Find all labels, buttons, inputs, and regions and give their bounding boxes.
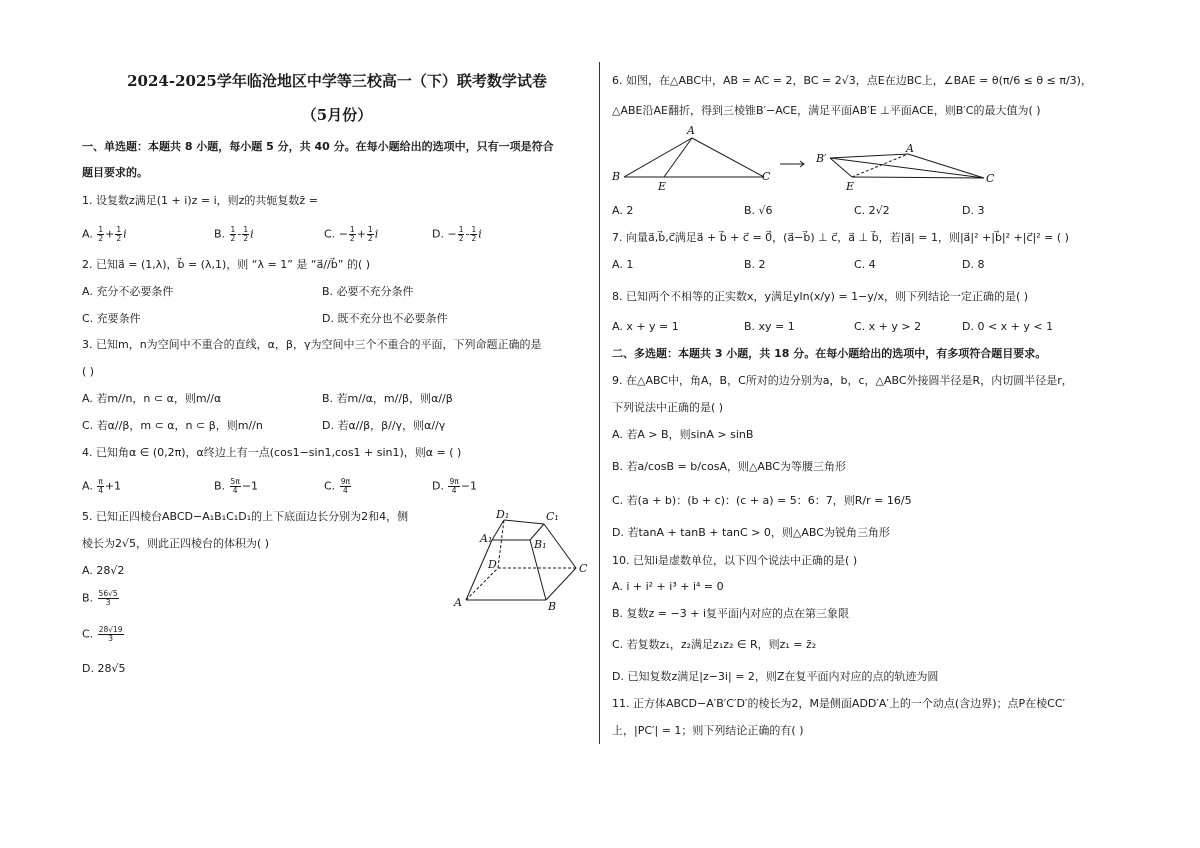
frustum-edge-c1d1	[504, 520, 544, 524]
q4-option-letter: B.	[214, 479, 226, 493]
q8-option-d: D. 0 < x + y < 1	[962, 320, 1054, 333]
q6-label-a2: A	[906, 142, 914, 155]
label-a1: A₁	[480, 532, 493, 545]
q6-label-c2: C	[986, 172, 995, 185]
q8-option-c: C. x + y > 2	[854, 320, 922, 333]
q6-left-ab	[624, 138, 692, 177]
q1-num-2: 1	[116, 225, 122, 234]
q5-option-d: D. 28√5	[82, 662, 126, 675]
q1-operator: -	[465, 227, 470, 241]
q1-option-letter: B.	[214, 227, 226, 241]
q1-option-b	[214, 226, 254, 243]
q4-option-letter: A.	[82, 479, 93, 493]
q10-option-c: C. 若复数z₁，z₂满足z₁z₂ ∈ R，则z₁ = z̄₂	[612, 638, 817, 651]
q4-den: 4	[232, 486, 238, 495]
q11-stem: 11. 正方体ABCD−A′B′C′D′的棱长为2，M是侧面ADD′A′上的一个动点(含边界)；点P在棱CC′	[612, 697, 1065, 710]
q5-c-num: 28√19	[98, 625, 123, 634]
q1-fraction-1	[97, 226, 104, 243]
q10-option-d: D. 已知复数z满足|z−3i| = 2，则Z在复平面内对应的点的轨迹为圆	[612, 670, 939, 683]
q6-label-a: A	[687, 124, 695, 137]
q6-label-c: C	[762, 170, 771, 183]
q4-tail: −1	[241, 479, 259, 493]
q4-den: 4	[451, 486, 457, 495]
q1-fraction-2	[115, 226, 122, 243]
q1-den-1: 2	[98, 234, 104, 243]
frustum-hidden-dd1	[498, 520, 504, 568]
q4-den: 4	[98, 486, 103, 495]
q1-fraction-2	[242, 226, 249, 243]
q5-stem: 5. 已知正四棱台ABCD−A₁B₁C₁D₁的上下底面边长分别为2和4，侧	[82, 510, 409, 523]
q6-label-e: E	[658, 180, 667, 193]
q2-option-a: A. 充分不必要条件	[82, 285, 174, 298]
frustum-edge-cc1	[544, 524, 576, 568]
q1-num-2: 1	[367, 225, 373, 234]
q4-option-d	[432, 478, 477, 495]
q4-num: 9π	[340, 477, 350, 486]
q1-fraction-1	[458, 226, 465, 243]
q1-num-1: 1	[458, 225, 464, 234]
q4-den: 4	[342, 486, 348, 495]
q10-option-b: B. 复数z = −3 + i复平面内对应的点在第三象限	[612, 607, 850, 620]
q8-stem: 8. 已知两个不相等的正实数x，y满足yln(x/y) = 1−y/x，则下列结论一定正确的是( )	[612, 290, 1029, 303]
q1-num-1: 1	[98, 225, 104, 234]
q6-left-ae	[664, 138, 692, 177]
q5-stem-cont: 棱长为2√5，则此正四棱台的体积为( )	[82, 537, 270, 550]
exam-title: 2024-2025学年临沧地区中学等三校高一（下）联考数学试卷	[127, 72, 547, 90]
q6-stem-cont: △ABE沿AE翻折，得到三棱锥B′−ACE，满足平面AB′E ⊥平面ACE，则B′C的最大值为( )	[612, 104, 1041, 117]
q1-option-a	[82, 226, 127, 243]
q1-fraction-1	[230, 226, 237, 243]
q5-b-den: 3	[105, 598, 111, 607]
q4-option-b	[214, 478, 258, 495]
q2-option-c: C. 充要条件	[82, 312, 141, 325]
q4-option-letter: D.	[432, 479, 444, 493]
q9-option-d: D. 若tanA + tanB + tanC > 0，则△ABC为锐角三角形	[612, 526, 890, 539]
q1-den-2: 2	[243, 234, 249, 243]
q1-option-c	[324, 226, 378, 243]
q7-option-b: B. 2	[744, 258, 766, 271]
q6-label-e2: E	[846, 180, 855, 193]
q3-option-a: A. 若m//n，n ⊂ α，则m//α	[82, 392, 222, 405]
q4-option-c	[324, 478, 352, 495]
q5-option-b	[82, 590, 120, 607]
q6-right-ec	[852, 177, 984, 178]
q1-option-letter: C.	[324, 227, 336, 241]
q1-den-1: 2	[230, 234, 236, 243]
q3-option-c: C. 若α//β，m ⊂ α，n ⊂ β，则m//n	[82, 419, 263, 432]
q4-fraction	[448, 478, 459, 495]
q8-option-a: A. x + y = 1	[612, 320, 679, 333]
q1-fraction-1	[349, 226, 356, 243]
q9-stem-cont: 下列说法中正确的是( )	[612, 401, 724, 414]
label-a: A	[454, 596, 462, 609]
frustum-hidden-ad	[466, 568, 498, 600]
q1-operator: -	[237, 227, 242, 241]
q1-option-letter: D.	[432, 227, 444, 241]
q3-stem: 3. 已知m，n为空间中不重合的直线，α，β，γ为空间中三个不重合的平面，下列命题正确的是	[82, 338, 542, 351]
column-divider	[599, 62, 600, 744]
q1-imag-unit: i	[478, 227, 482, 241]
q5-b-num: 56√5	[98, 589, 118, 598]
q2-stem: 2. 已知a⃗ = (1,λ)，b⃗ = (λ,1)，则 “λ = 1” 是 “a⃗//b⃗” 的( )	[82, 258, 371, 271]
q1-den-1: 2	[458, 234, 464, 243]
q6-option-b: B. √6	[744, 204, 773, 217]
q3-option-b: B. 若m//α，m//β，则α//β	[322, 392, 453, 405]
q6-label-bp: B′	[816, 152, 827, 165]
q4-num: π	[98, 477, 103, 486]
q4-num: 9π	[449, 477, 459, 486]
q1-imag-unit: i	[250, 227, 254, 241]
q4-fraction	[230, 478, 241, 495]
label-b: B	[548, 600, 557, 613]
q6-label-b: B	[612, 170, 621, 183]
q5-option-a: A. 28√2	[82, 564, 125, 577]
q7-stem: 7. 向量a⃗,b⃗,c⃗满足a⃗ + b⃗ + c⃗ = 0⃗，(a⃗−b⃗) ⊥ c⃗，a⃗ ⊥ b⃗，若|a⃗| = 1，则|a⃗|² +|b⃗|² +|c⃗|² = ( )	[612, 231, 1069, 244]
q6-right-ac	[908, 154, 984, 178]
q1-num-1: 1	[349, 225, 355, 234]
label-b1: B₁	[534, 538, 547, 551]
section2-heading: 二、多选题：本题共 3 小题，共 18 分。在每小题给出的选项中，有多项符合题目要求。	[612, 347, 1047, 360]
q1-den-1: 2	[349, 234, 355, 243]
exam-subtitle: （5月份）	[301, 106, 373, 124]
q1-den-2: 2	[367, 234, 373, 243]
q6-right-bpc	[830, 158, 984, 178]
q6-option-d: D. 3	[962, 204, 985, 217]
q6-option-c: C. 2√2	[854, 204, 890, 217]
q6-option-a: A. 2	[612, 204, 634, 217]
q4-fraction	[340, 478, 351, 495]
q6-right-ae	[852, 154, 908, 177]
q6-left-ac	[692, 138, 764, 177]
q4-stem: 4. 已知角α ∈ (0,2π)，α终边上有一点(cos1−sin1,cos1 + sin1)，则α = ( )	[82, 446, 462, 459]
q3-stem-cont: ( )	[82, 365, 95, 378]
q5-option-b-letter: B.	[82, 591, 94, 605]
q1-option-letter: A.	[82, 227, 93, 241]
q1-den-2: 2	[116, 234, 122, 243]
q11-stem-cont: 上，|PC′| = 1；则下列结论正确的有( )	[612, 724, 804, 737]
frustum-edge-bc	[546, 568, 576, 600]
q9-option-b: B. 若a/cosB = b/cosA，则△ABC为等腰三角形	[612, 460, 846, 473]
q1-den-2: 2	[471, 234, 477, 243]
q7-option-d: D. 8	[962, 258, 985, 271]
q1-operator: +	[356, 227, 366, 241]
q2-option-b: B. 必要不充分条件	[322, 285, 414, 298]
q4-tail: +1	[104, 479, 122, 493]
q1-num-1: 1	[230, 225, 236, 234]
q5-option-c-fraction	[98, 626, 124, 643]
q1-stem: 1. 设复数z满足(1 + i)z = i，则z的共轭复数z̄ =	[82, 194, 318, 207]
q5-option-c	[82, 626, 125, 643]
q1-imag-unit: i	[374, 227, 379, 241]
section1-heading: 一、单选题：本题共 8 小题，每小题 5 分，共 40 分。在每小题给出的选项中，只有一项是符合	[82, 140, 554, 153]
q1-option-lead: −	[338, 227, 348, 241]
q4-num: 5π	[230, 477, 240, 486]
q1-option-lead: −	[447, 227, 457, 241]
q4-tail: −1	[460, 479, 477, 493]
label-d: D	[488, 558, 497, 571]
q1-num-2: 1	[471, 225, 477, 234]
q8-option-b: B. xy = 1	[744, 320, 795, 333]
q10-option-a: A. i + i² + i³ + i⁴ = 0	[612, 580, 724, 593]
q6-stem: 6. 如图，在△ABC中，AB = AC = 2，BC = 2√3，点E在边BC上，∠BAE = θ(π/6 ≤ θ ≤ π/3)，	[612, 74, 1092, 87]
section1-heading-cont: 题目要求的。	[82, 166, 148, 179]
q1-fraction-2	[470, 226, 477, 243]
q6-figure	[612, 122, 1002, 194]
q6-right-bpa	[830, 154, 908, 158]
q4-fraction	[97, 478, 104, 495]
q1-fraction-2	[367, 226, 374, 243]
label-c: C	[579, 562, 588, 575]
q1-option-d	[432, 226, 482, 243]
q1-operator: +	[105, 227, 115, 241]
q5-option-b-fraction	[98, 590, 119, 607]
q3-option-d: D. 若α//β，β//γ，则α//γ	[322, 419, 446, 432]
q9-stem: 9. 在△ABC中，角A，B，C所对的边分别为a，b，c，△ABC外接圆半径是R，内切圆半径是r，	[612, 374, 1073, 387]
label-d1: D₁	[496, 508, 510, 521]
q1-imag-unit: i	[123, 227, 127, 241]
q5-c-den: 3	[108, 634, 114, 643]
q9-option-c: C. 若(a + b)：(b + c)：(c + a) = 5：6：7，则R/r = 16/5	[612, 494, 912, 507]
q7-option-c: C. 4	[854, 258, 876, 271]
q1-num-2: 1	[243, 225, 249, 234]
q10-stem: 10. 已知i是虚数单位，以下四个说法中正确的是( )	[612, 554, 858, 567]
q2-option-d: D. 既不充分也不必要条件	[322, 312, 448, 325]
label-c1: C₁	[546, 510, 559, 523]
frustum-figure	[446, 502, 592, 614]
q7-option-a: A. 1	[612, 258, 634, 271]
q5-option-c-letter: C.	[82, 627, 94, 641]
q9-option-a: A. 若A > B，则sinA > sinB	[612, 428, 754, 441]
q4-option-letter: C.	[324, 479, 336, 493]
q4-option-a	[82, 478, 121, 495]
